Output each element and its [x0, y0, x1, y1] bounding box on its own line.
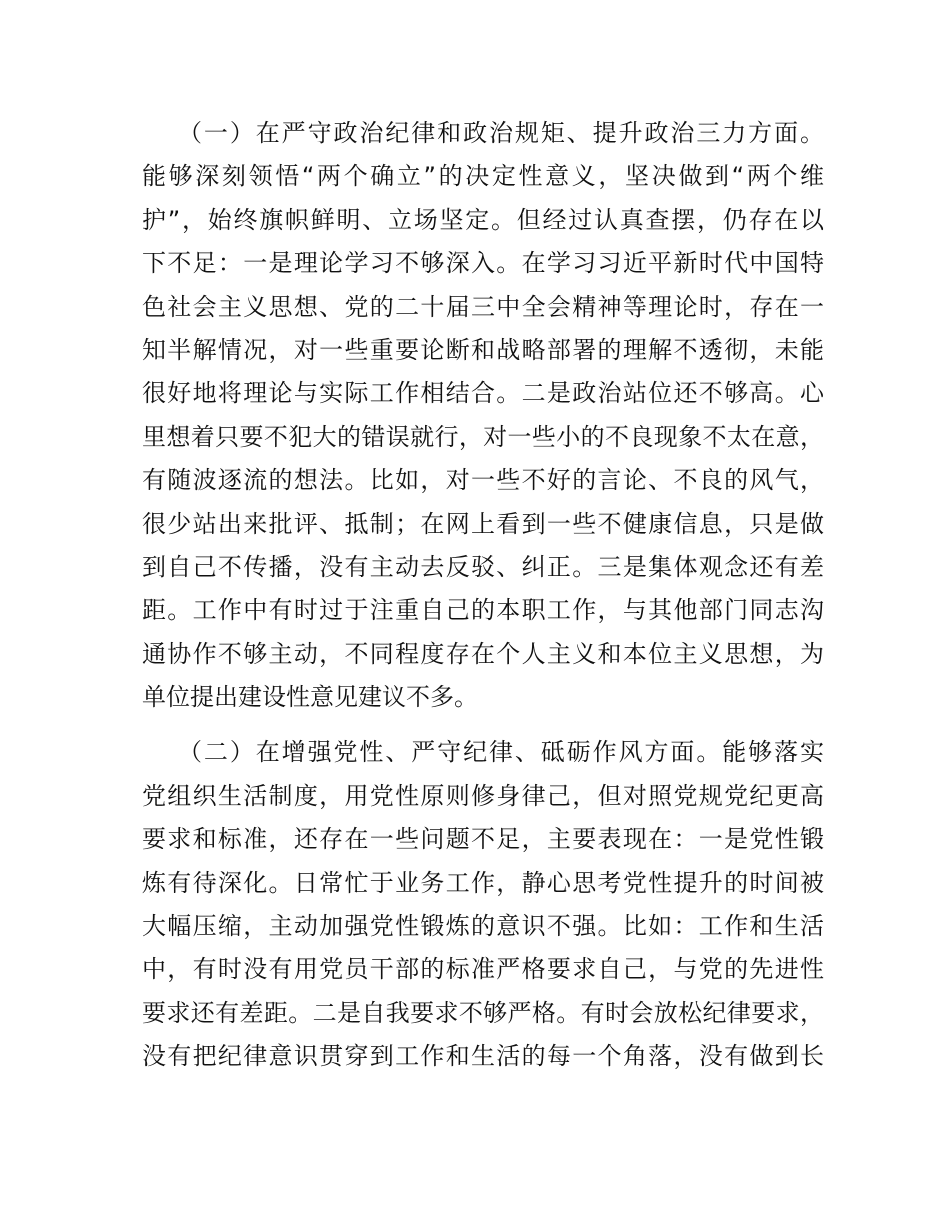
paragraph-section-2 — [142, 731, 824, 1078]
text-line: 色社会主义思想、党的二十届三中全会精神等理论时，存在一 — [142, 292, 824, 321]
text-line: 很好地将理论与实际工作相结合。二是政治站位还不够高。心 — [142, 379, 824, 408]
text-line: （二）在增强党性、严守纪律、砥砺作风方面。能够落实 — [178, 738, 824, 767]
text-line: 党组织生活制度，用党性原则修身律己，但对照党规党纪更高 — [142, 781, 824, 810]
text-line: 要求和标准，还存在一些问题不足，主要表现在：一是党性锻 — [142, 825, 824, 854]
text-line: 里想着只要不犯大的错误就行，对一些小的不良现象不太在意， — [142, 422, 824, 451]
text-line: 距。工作中有时过于注重自己的本职工作，与其他部门同志沟 — [142, 596, 824, 625]
text-line: 大幅压缩，主动加强党性锻炼的意识不强。比如：工作和生活 — [142, 912, 824, 941]
text-line: 炼有待深化。日常忙于业务工作，静心思考党性提升的时间被 — [142, 868, 824, 897]
text-line: 通协作不够主动，不同程度存在个人主义和本位主义思想，为 — [142, 639, 824, 668]
text-line: 没有把纪律意识贯穿到工作和生活的每一个角落，没有做到长 — [142, 1042, 824, 1071]
text-line: 护”，始终旗帜鲜明、立场坚定。但经过认真查摆，仍存在以 — [142, 205, 824, 234]
text-line: 有随波逐流的想法。比如，对一些不好的言论、不良的风气， — [142, 466, 824, 495]
document-page — [142, 112, 824, 1079]
paragraph-section-1 — [142, 112, 824, 719]
text-line: 很少站出来批评、抵制；在网上看到一些不健康信息，只是做 — [142, 509, 824, 538]
text-line: 能够深刻领悟“两个确立”的决定性意义，坚决做到“两个维 — [142, 162, 824, 191]
text-line: 中，有时没有用党员干部的标准严格要求自己，与党的先进性 — [142, 955, 824, 984]
text-line: （一）在严守政治纪律和政治规矩、提升政治三力方面。 — [178, 119, 824, 147]
text-line: 知半解情况，对一些重要论断和战略部署的理解不透彻，未能 — [142, 335, 824, 364]
text-line: 单位提出建设性意见建议不多。 — [142, 683, 478, 712]
text-line: 到自己不传播，没有主动去反驳、纠正。三是集体观念还有差 — [142, 552, 824, 581]
text-line: 下不足：一是理论学习不够深入。在学习习近平新时代中国特 — [142, 249, 824, 278]
text-line: 要求还有差距。二是自我要求不够严格。有时会放松纪律要求， — [142, 998, 824, 1027]
